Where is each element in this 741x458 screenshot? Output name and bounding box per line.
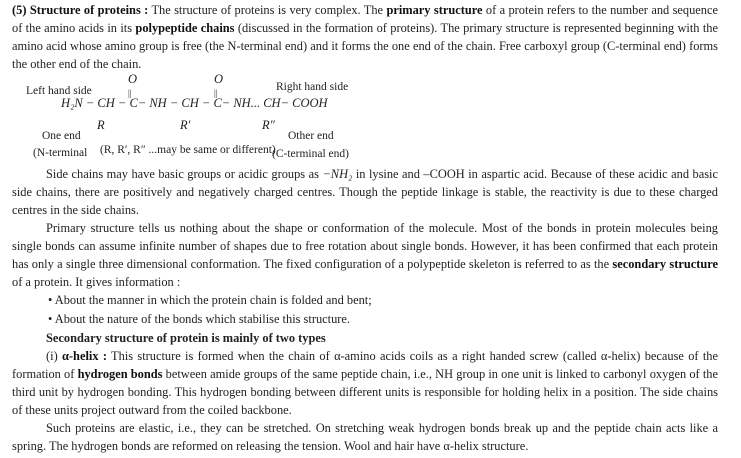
double-bond-1: || [128, 88, 132, 98]
side-chain-r-double-prime: R″ [262, 118, 275, 132]
paragraph-structure-of-proteins: (5) Structure of proteins : The structure of proteins is very complex. The primary structure of a protein refers to the number and sequence of the amino acids in its polypeptide chains (discussed in the formation of proteins). The primary structure is represented beginning with the amino acid whose amino group is free (the N-terminal end) and it forms the one end of the chain. Free carboxyl group (C-terminal end) forms the other end of the chain. [12, 3, 719, 71]
paragraph-alpha-helix: (i) α-helix : This structure is formed when the chain of α-amino acids coils as a right handed screw (called α-helix) because of the formation of hydrogen bonds between amide groups of the same peptide chain, i.e., NH group in one unit is linked to carbonyl oxygen of the third unit by hydrogen bonding. This hydrogen bonding between different units is responsible for holding helix in a position. The side chains of these units project outward from the coiled backbone. [12, 349, 718, 417]
carbonyl-oxygen-2: O [214, 72, 224, 86]
right-hand-side-label: Right hand side [276, 81, 349, 93]
term-primary-structure: primary structure [386, 3, 483, 17]
paragraph-side-chains: Side chains may have basic groups or acidic groups as −NH₂ in lysine and –COOH in aspartic acid. Because of these acidic and basic side chains, there are positively and negatively charged centres. Though the peptide linkage is stable, the reactivity is due to these charged centres in the side chains. [12, 167, 718, 217]
left-hand-side-label: Left hand side [26, 85, 92, 97]
side-chain-note: (R, R′, R″ ...may be same or different) [100, 144, 276, 156]
bullet-item: • About the manner in which the protein chain is folded and bent; [48, 293, 372, 307]
paragraph-primary-structure: Primary structure tells us nothing about the shape or conformation of the molecule. Most of the bonds in protein molecules being single bonds can assume infinite number of shapes due to free rotation about single bonds. However, it has been confirmed that each protein has only a single three dimensional conformation. The fixed configuration of a polypeptide skeleton is referred to as the secondary structure of a protein. It gives information : [12, 221, 718, 289]
paragraph-elastic-proteins: Such proteins are elastic, i.e., they can be stretched. On stretching weak hydrogen bonds break up and the peptide chain acts like a spring. The hydrogen bonds are reformed on releasing the tension. Wool and hair have α-helix structure. [12, 421, 718, 453]
c-terminal-label: (C-terminal end) [272, 148, 349, 160]
one-end-label: One end [42, 130, 81, 142]
term-hydrogen-bonds: hydrogen bonds [77, 366, 163, 381]
side-chain-r-prime: R′ [180, 118, 191, 132]
n-terminal-label: (N-terminal [33, 147, 88, 159]
carbonyl-oxygen-1: O [128, 72, 138, 86]
double-bond-2: || [214, 88, 218, 98]
other-end-label: Other end [288, 130, 334, 142]
section-heading: (5) Structure of proteins : [12, 3, 149, 17]
peptide-chain-formula: H₂N − CH − C− NH − CH − C− NH... CH− COOH [61, 96, 328, 110]
term-secondary-structure: secondary structure [612, 256, 718, 271]
amino-group-formula: −NH₂ [322, 167, 353, 181]
bullet-item: • About the nature of the bonds which stabilise this structure. [48, 312, 351, 326]
subheading-secondary-structure: Secondary structure of protein is mainly of two types [46, 331, 326, 345]
polypeptide-formula [0, 71, 741, 161]
side-chain-r: R [97, 118, 105, 132]
term-polypeptide-chains: polypeptide chains [135, 20, 235, 35]
term-alpha-helix: α-helix : [62, 349, 107, 363]
